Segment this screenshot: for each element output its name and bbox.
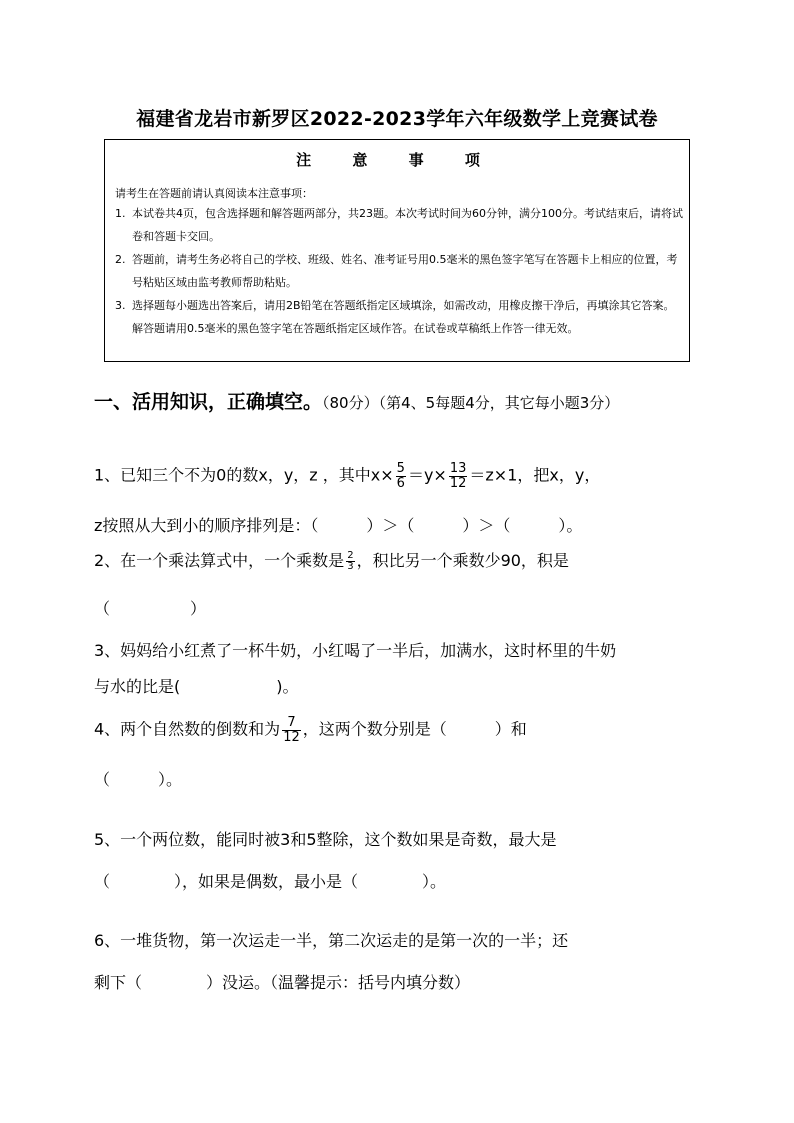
fraction-7-12 — [282, 716, 301, 744]
exam-title: 福建省龙岩市新罗区2022-2023学年六年级数学上竞赛试卷 — [136, 108, 658, 130]
question-6-line-2: 剩下（ ）没运。（温馨提示：括号内填分数） — [94, 973, 471, 992]
notice-item-number: 3. — [115, 299, 126, 312]
section-heading — [94, 388, 704, 417]
notice-item-text: 选择题每小题选出答案后，请用2B铅笔在答题纸指定区域填涂，如需改动，用橡皮擦干净后，再填涂其它答案。解答题请用0.5毫米的黑色签字笔在答题纸指定区域作答。在试卷或草稿纸上作答一律无效。 — [132, 299, 675, 335]
section-note: （80分）（第4、5每题4分，其它每小题3分） — [322, 394, 620, 412]
fraction-2-3 — [346, 551, 354, 573]
fraction-denominator: 3 — [347, 561, 354, 572]
question-1-text-c: ＝z×1，把x，y， — [469, 465, 601, 485]
question-4-line-2: （ ）。 — [94, 770, 183, 789]
fraction-denominator: 12 — [449, 475, 467, 491]
fraction-numerator: 2 — [347, 549, 354, 561]
question-6-line-1: 6、一堆货物，第一次运走一半，第二次运走的是第一次的一半；还 — [94, 931, 569, 950]
question-1-text-b: ＝y× — [407, 465, 447, 485]
fraction-13-12 — [449, 462, 468, 490]
question-2-line-2: （ ） — [94, 599, 207, 618]
fraction-numerator: 13 — [449, 461, 467, 476]
notice-box — [104, 139, 690, 362]
question-5-line-1: 5、一个两位数，能同时被3和5整除，这个数如果是奇数，最大是 — [94, 830, 557, 849]
notice-item-1 — [115, 202, 683, 248]
fraction-denominator: 12 — [283, 729, 300, 745]
question-2-text-a: 2、在一个乘法算式中，一个乘数是 — [94, 551, 345, 570]
notice-heading: 注 意 事 项 — [296, 151, 498, 169]
question-2-text-b: ，积比另一个乘数少90，积是 — [356, 551, 569, 570]
notice-intro: 请考生在答题前请认真阅读本注意事项： — [115, 187, 313, 200]
section-title: 一、活用知识，正确填空。 — [94, 391, 323, 413]
notice-item-text: 答题前，请考生务必将自己的学校、班级、姓名、准考证号用0.5毫米的黑色签字笔写在答题卡上相应的位置，考号粘贴区域由监考教师帮助粘贴。 — [132, 253, 678, 289]
question-1-line-2: z按照从大到小的顺序排列是：（ ）＞（ ）＞（ ）。 — [94, 516, 583, 535]
notice-item-3 — [115, 294, 683, 340]
question-2-line-1 — [94, 548, 569, 573]
question-5-line-2: （ ），如果是偶数，最小是（ ）。 — [94, 872, 447, 891]
notice-item-number: 2. — [115, 253, 126, 266]
question-4-line-1 — [94, 716, 527, 744]
fraction-denominator: 6 — [396, 475, 405, 491]
notice-item-number: 1. — [115, 207, 126, 220]
fraction-5-6 — [396, 462, 406, 490]
question-3-line-2: 与水的比是( )。 — [94, 677, 299, 696]
notice-item-text: 本试卷共4页，包含选择题和解答题两部分，共23题。本次考试时间为60分钟，满分100分。考试结束后，请将试卷和答题卡交回。 — [132, 207, 683, 243]
question-4-text-a: 4、两个自然数的倒数和为 — [94, 719, 281, 739]
notice-item-2 — [115, 248, 683, 294]
fraction-numerator: 5 — [396, 461, 405, 476]
question-3-line-1: 3、妈妈给小红煮了一杯牛奶，小红喝了一半后，加满水，这时杯里的牛奶 — [94, 641, 617, 660]
question-1-text-a: 1、已知三个不为0的数x，y，z ，其中x× — [94, 465, 394, 485]
question-1-line-1 — [94, 462, 600, 490]
question-4-text-b: ，这两个数分别是（ ）和 — [302, 719, 527, 739]
fraction-numerator: 7 — [282, 716, 301, 731]
